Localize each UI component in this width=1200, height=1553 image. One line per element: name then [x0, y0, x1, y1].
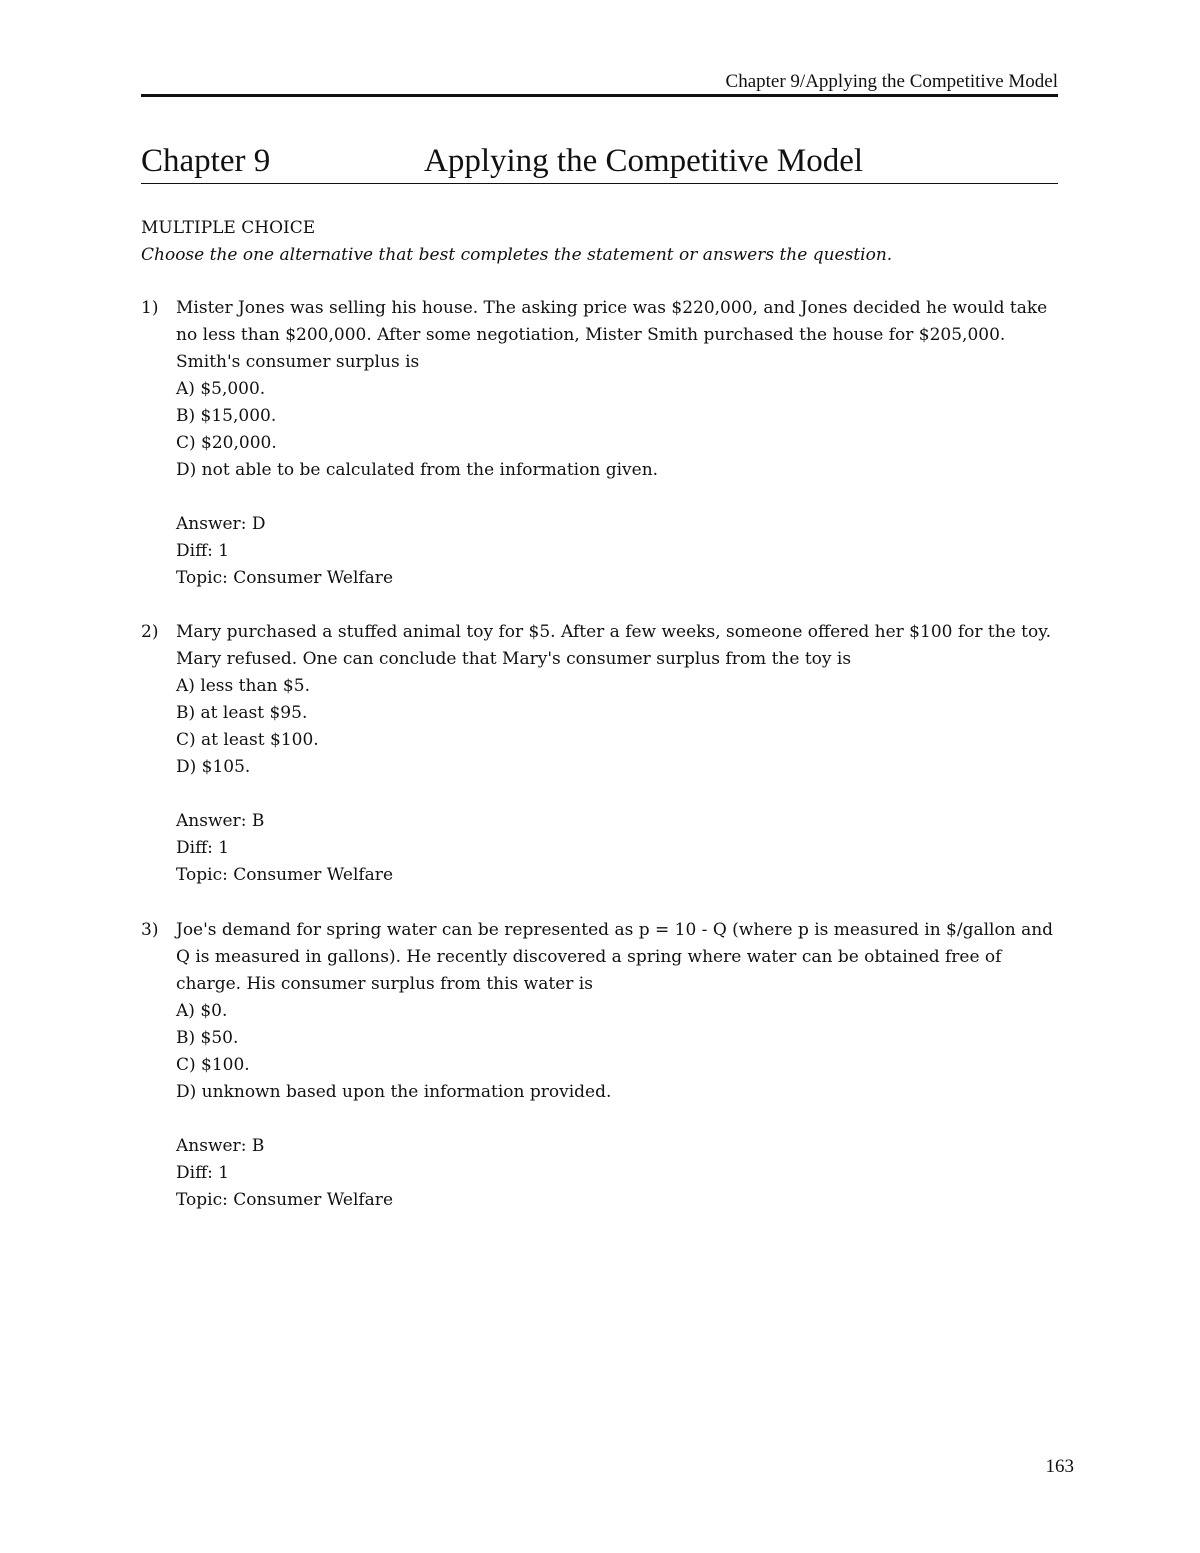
option-b: B) $50.	[176, 1028, 239, 1048]
spacer	[176, 781, 1058, 808]
answer-line: Answer: B	[176, 811, 265, 831]
question-stem: Mister Jones was selling his house. The asking price was $220,000, and Jones decided he would take no less than $200,000. After some negotiation, Mister Smith purchased the house for $205,000. Smith's consumer surplus is	[176, 298, 1048, 372]
header-rule	[141, 94, 1058, 97]
question-body	[176, 619, 1058, 889]
option-d: D) unknown based upon the information provided.	[176, 1082, 612, 1102]
option-d: D) not able to be calculated from the information given.	[176, 460, 659, 480]
question-1	[141, 295, 1058, 592]
chapter-title: Applying the Competitive Model	[424, 143, 864, 179]
page-number: 163	[1045, 1456, 1074, 1477]
topic-line: Topic: Consumer Welfare	[176, 1190, 393, 1210]
question-number: 3)	[141, 920, 159, 940]
spacer	[176, 1106, 1058, 1133]
question-number: 2)	[141, 622, 159, 642]
answer-line: Answer: D	[176, 514, 266, 534]
option-c: C) at least $100.	[176, 730, 319, 750]
difficulty-line: Diff: 1	[176, 541, 230, 561]
chapter-heading	[141, 141, 1058, 181]
chapter-number: Chapter 9	[141, 143, 271, 179]
heading-rule	[141, 183, 1058, 184]
question-stem: Joe's demand for spring water can be represented as p = 10 - Q (where p is measured in $/gallon and Q is measured in gallons). He recently discovered a spring where water can be obtained free of charge. His consumer surplus from this water is	[176, 920, 1054, 994]
section-instructions: Choose the one alternative that best completes the statement or answers the question.	[141, 245, 893, 265]
option-c: C) $20,000.	[176, 433, 277, 453]
section-title: MULTIPLE CHOICE	[141, 218, 316, 238]
question-3	[141, 917, 1058, 1214]
section-header	[141, 215, 1058, 269]
difficulty-line: Diff: 1	[176, 838, 230, 858]
option-a: A) $5,000.	[176, 379, 266, 399]
answer-line: Answer: B	[176, 1136, 265, 1156]
question-stem: Mary purchased a stuffed animal toy for $5. After a few weeks, someone offered her $100 for the toy. Mary refused. One can conclude that Mary's consumer surplus from the toy is	[176, 622, 1051, 669]
option-c: C) $100.	[176, 1055, 250, 1075]
option-d: D) $105.	[176, 757, 251, 777]
question-number: 1)	[141, 298, 159, 318]
option-a: A) $0.	[176, 1001, 228, 1021]
option-a: A) less than $5.	[176, 676, 310, 696]
question-2	[141, 619, 1058, 889]
difficulty-line: Diff: 1	[176, 1163, 230, 1183]
topic-line: Topic: Consumer Welfare	[176, 568, 393, 588]
question-body	[176, 295, 1058, 592]
option-b: B) at least $95.	[176, 703, 308, 723]
spacer	[176, 484, 1058, 511]
option-b: B) $15,000.	[176, 406, 277, 426]
question-body	[176, 917, 1058, 1214]
running-header: Chapter 9/Applying the Competitive Model	[725, 71, 1058, 92]
topic-line: Topic: Consumer Welfare	[176, 865, 393, 885]
